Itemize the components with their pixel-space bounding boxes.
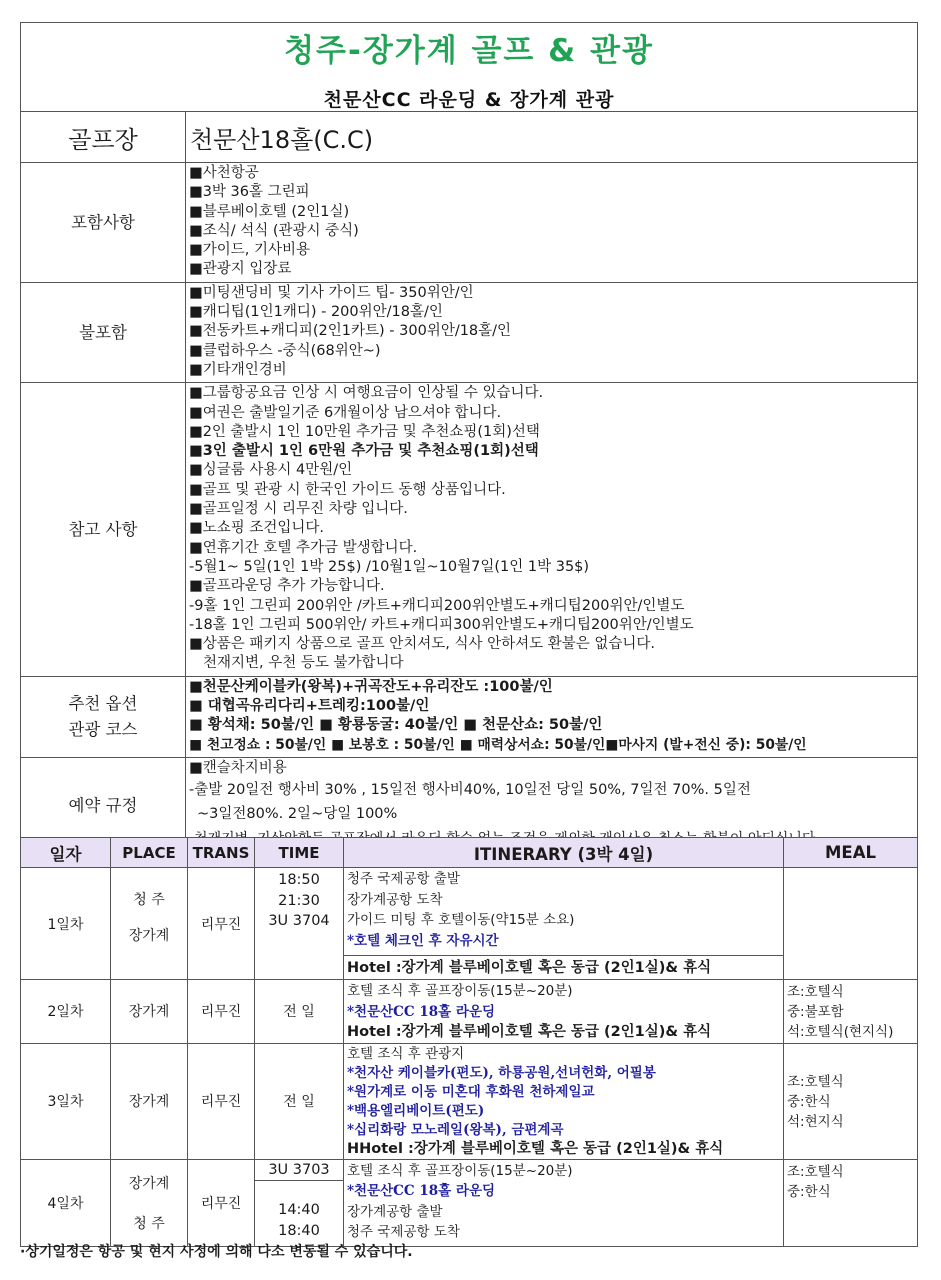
- note-item: ■골프일정 시 리무진 차량 입니다.: [189, 501, 408, 518]
- itinerary-line: 호텔 조식 후 골프장이동(15분~20분): [347, 1162, 573, 1179]
- itinerary-cell: [344, 1159, 784, 1246]
- note-item: -9홀 1인 그린피 200위안 /카트+캐디피200위안별도+캐디팁200위안/인별도: [189, 597, 685, 614]
- optional-tour-item: ■천문산케이블카(왕복)+귀곡잔도+유리잔도 :100불/인: [189, 678, 553, 695]
- note-item: ■연휴기간 호텔 추가금 발생합니다.: [189, 539, 418, 556]
- time-value: 21:30: [278, 892, 320, 909]
- meal-item: 조:호텔식: [787, 984, 844, 1000]
- time-value: 18:50: [278, 872, 320, 888]
- meal-cell: [784, 1043, 918, 1159]
- reservation-item: ~3일전80%. 2일~당일 100%: [197, 806, 398, 823]
- meal-cell: [784, 868, 918, 980]
- flight-number: 3U 3704: [268, 913, 330, 929]
- itinerary-table: [20, 837, 918, 1247]
- itinerary-cell: [344, 868, 784, 980]
- itinerary-highlight: *십리화랑 모노레일(왕복), 금편계곡: [347, 1121, 564, 1138]
- itinerary-line: 장가계공항 출발: [347, 1203, 443, 1220]
- excluded-item: ■클럽하우스 -중식(68위안~): [189, 342, 381, 359]
- header-day: 일자: [21, 838, 111, 868]
- trans-cell: 리무진: [188, 868, 255, 980]
- place-cell: 장가계: [111, 980, 188, 1044]
- meal-item: 중:한식: [787, 1183, 831, 1200]
- reservation-item: -출발 20일전 행사비 30% , 15일전 행사비40%, 10일전 당일 50%, 7일전 70%. 5일전: [189, 781, 751, 798]
- day-cell: 4일차: [21, 1159, 111, 1246]
- hotel-line: Hotel :장가계 블루베이호텔 혹은 동급 (2인1실)& 휴식: [347, 1024, 712, 1040]
- note-item: 천재지변, 우천 등도 불가합니다: [203, 655, 404, 672]
- itinerary-row: [21, 1159, 918, 1246]
- itinerary-line: 호텔 조식 후 관광지: [347, 1045, 465, 1062]
- excluded-item: ■미팅샌딩비 및 기사 가이드 팁- 350위안/인: [189, 284, 474, 301]
- page-title: 청주-장가계 골프 & 관광: [284, 33, 654, 69]
- itinerary-highlight: *천문산CC 18홀 라운딩: [347, 1183, 496, 1199]
- included-item: ■조식/ 석식 (관광시 중식): [189, 222, 359, 239]
- included-item: ■관광지 입장료: [189, 261, 292, 278]
- itinerary-row: [21, 980, 918, 1044]
- meal-item: 조:호텔식: [787, 1074, 844, 1090]
- place-origin: 청 주: [133, 891, 165, 908]
- trans-cell: 리무진: [188, 1043, 255, 1159]
- meal-item: 조:호텔식: [787, 1163, 844, 1180]
- golf-course-value: 천문산18홀(C.C): [186, 112, 918, 163]
- note-item: ■상품은 패키지 상품으로 골프 안치셔도, 식사 안하셔도 환불은 없습니다.: [189, 636, 655, 653]
- optional-tours-label: [21, 676, 186, 757]
- trans-cell: 리무진: [188, 980, 255, 1044]
- reservation-label: 예약 규정: [21, 757, 186, 854]
- itinerary-highlight: *백용엘리베이트(편도): [347, 1102, 485, 1119]
- header-itinerary: ITINERARY (3박 4일): [344, 838, 784, 868]
- title-cell: [21, 23, 918, 112]
- notes-list: [186, 383, 918, 676]
- hotel-line: Hotel :장가계 블루베이호텔 혹은 동급 (2인1실)& 휴식: [347, 960, 712, 976]
- optional-tour-item: ■ 천고정쇼 : 50불/인 ■ 보봉호 : 50불/인 ■ 매력상서쇼: 50불/인■마사지 (발+전신 중): 50불/인: [189, 736, 807, 753]
- note-item: ■노쇼핑 조건입니다.: [189, 520, 324, 537]
- note-item: ■싱글룸 사용시 4만원/인: [189, 462, 353, 479]
- note-item: -5월1~ 5일(1인 1박 25$) /10월1일~10월7일(1인 1박 35$): [189, 558, 590, 575]
- itinerary-row: [21, 868, 918, 980]
- time-cell: [255, 868, 344, 980]
- tour-info-table: [20, 22, 918, 854]
- itinerary-cell: [344, 980, 784, 1044]
- page-subtitle: 천문산CC 라운딩 & 장가계 관광: [323, 89, 615, 111]
- time-cell: 전 일: [255, 1043, 344, 1159]
- meal-cell: [784, 1159, 918, 1246]
- header-time: TIME: [255, 838, 344, 868]
- place-destination: 청 주: [133, 1215, 165, 1232]
- trans-cell: 리무진: [188, 1159, 255, 1246]
- reservation-item: ■캔슬차지비용: [189, 759, 287, 776]
- schedule-footnote: ·상기일정은 항공 및 현지 사정에 의해 다소 변동될 수 있습니다.: [20, 1244, 413, 1260]
- flight-number: 3U 3703: [254, 1160, 344, 1181]
- note-item: ■골프 및 관광 시 한국인 가이드 동행 상품입니다.: [189, 481, 506, 498]
- place-cell: [111, 1159, 188, 1246]
- itinerary-highlight: *천자산 케이블카(편도), 하룡공원,선녀헌화, 어필봉: [347, 1064, 656, 1081]
- itinerary-line: 청주 국제공항 출발: [347, 871, 460, 887]
- day-cell: 3일차: [21, 1043, 111, 1159]
- excluded-item: ■전동카트+캐디피(2인1카트) - 300위안/18홀/인: [189, 323, 512, 340]
- place-origin: 장가계: [128, 1175, 170, 1192]
- excluded-list: [186, 282, 918, 382]
- place-cell: 장가계: [111, 1043, 188, 1159]
- optional-tours-label-line1: 추천 옵션: [68, 694, 138, 714]
- itinerary-line: 장가계공항 도착: [347, 891, 443, 908]
- header-trans: TRANS: [188, 838, 255, 868]
- note-item: ■2인 출발시 1인 10만원 추가금 및 추천쇼핑(1회)선택: [189, 423, 540, 440]
- meal-item: 석:현지식: [787, 1114, 844, 1130]
- included-list: [186, 163, 918, 283]
- place-cell: [111, 868, 188, 980]
- included-item: ■가이드, 기사비용: [189, 242, 310, 259]
- time-value: 18:40: [278, 1222, 320, 1239]
- note-item: ■그룹항공요금 인상 시 여행요금이 인상될 수 있습니다.: [189, 385, 544, 402]
- day-cell: 2일차: [21, 980, 111, 1044]
- time-cell: [255, 1159, 344, 1246]
- place-destination: 장가계: [128, 927, 170, 944]
- golf-course-label: 골프장: [21, 112, 186, 163]
- itinerary-cell: [344, 1043, 784, 1159]
- meal-item: 중:불포함: [787, 1004, 844, 1020]
- note-item: ■여권은 출발일기준 6개월이상 남으셔야 합니다.: [189, 404, 502, 421]
- itinerary-row: [21, 1043, 918, 1159]
- excluded-item: ■기타개인경비: [189, 361, 287, 378]
- included-item: ■사천항공: [189, 165, 259, 181]
- optional-tours-label-line2: 관광 코스: [68, 719, 138, 739]
- included-item: ■3박 36홀 그린피: [189, 184, 310, 201]
- itinerary-line: 가이드 미팅 후 호텔이동(약15분 소요): [347, 912, 575, 928]
- meal-item: 중:한식: [787, 1094, 831, 1110]
- note-item: ■3인 출발시 1인 6만원 추가금 및 추천쇼핑(1회)선택: [189, 443, 539, 460]
- hotel-line: HHotel :장가계 블루베이호텔 혹은 동급 (2인1실)& 휴식: [347, 1140, 724, 1157]
- header-meal: MEAL: [784, 838, 918, 868]
- optional-tour-item: ■ 황석채: 50불/인 ■ 황룡동굴: 40불/인 ■ 천문산쇼: 50불/인: [189, 717, 603, 734]
- optional-tour-item: ■ 대협곡유리다리+트레킹:100불/인: [189, 698, 430, 715]
- day-cell: 1일차: [21, 868, 111, 980]
- included-label: 포함사항: [21, 163, 186, 283]
- itinerary-highlight: *원가계로 이동 미혼대 후화원 천하제일교: [347, 1083, 595, 1100]
- notes-label: 참고 사항: [21, 383, 186, 676]
- excluded-label: 불포함: [21, 282, 186, 382]
- itinerary-highlight: *호텔 체크인 후 자유시간: [347, 932, 499, 949]
- included-item: ■블루베이호텔 (2인1실): [189, 203, 350, 220]
- optional-tours-list: [186, 676, 918, 757]
- time-cell: 전 일: [255, 980, 344, 1044]
- itinerary-line: 청주 국제공항 도착: [347, 1224, 460, 1240]
- meal-cell: [784, 980, 918, 1044]
- note-item: -18홀 1인 그린피 500위안/ 카트+캐디피300위안별도+캐디팁200위안/인별도: [189, 616, 694, 633]
- itinerary-line: 호텔 조식 후 골프장이동(15분~20분): [347, 983, 573, 999]
- time-value: 14:40: [278, 1201, 320, 1218]
- meal-item: 석:호텔식(현지식): [787, 1024, 894, 1040]
- excluded-item: ■캐디팁(1인1캐디) - 200위안/18홀/인: [189, 304, 443, 321]
- itinerary-highlight: *천문산CC 18홀 라운딩: [347, 1003, 496, 1020]
- header-place: PLACE: [111, 838, 188, 868]
- note-item: ■골프라운딩 추가 가능합니다.: [189, 578, 385, 595]
